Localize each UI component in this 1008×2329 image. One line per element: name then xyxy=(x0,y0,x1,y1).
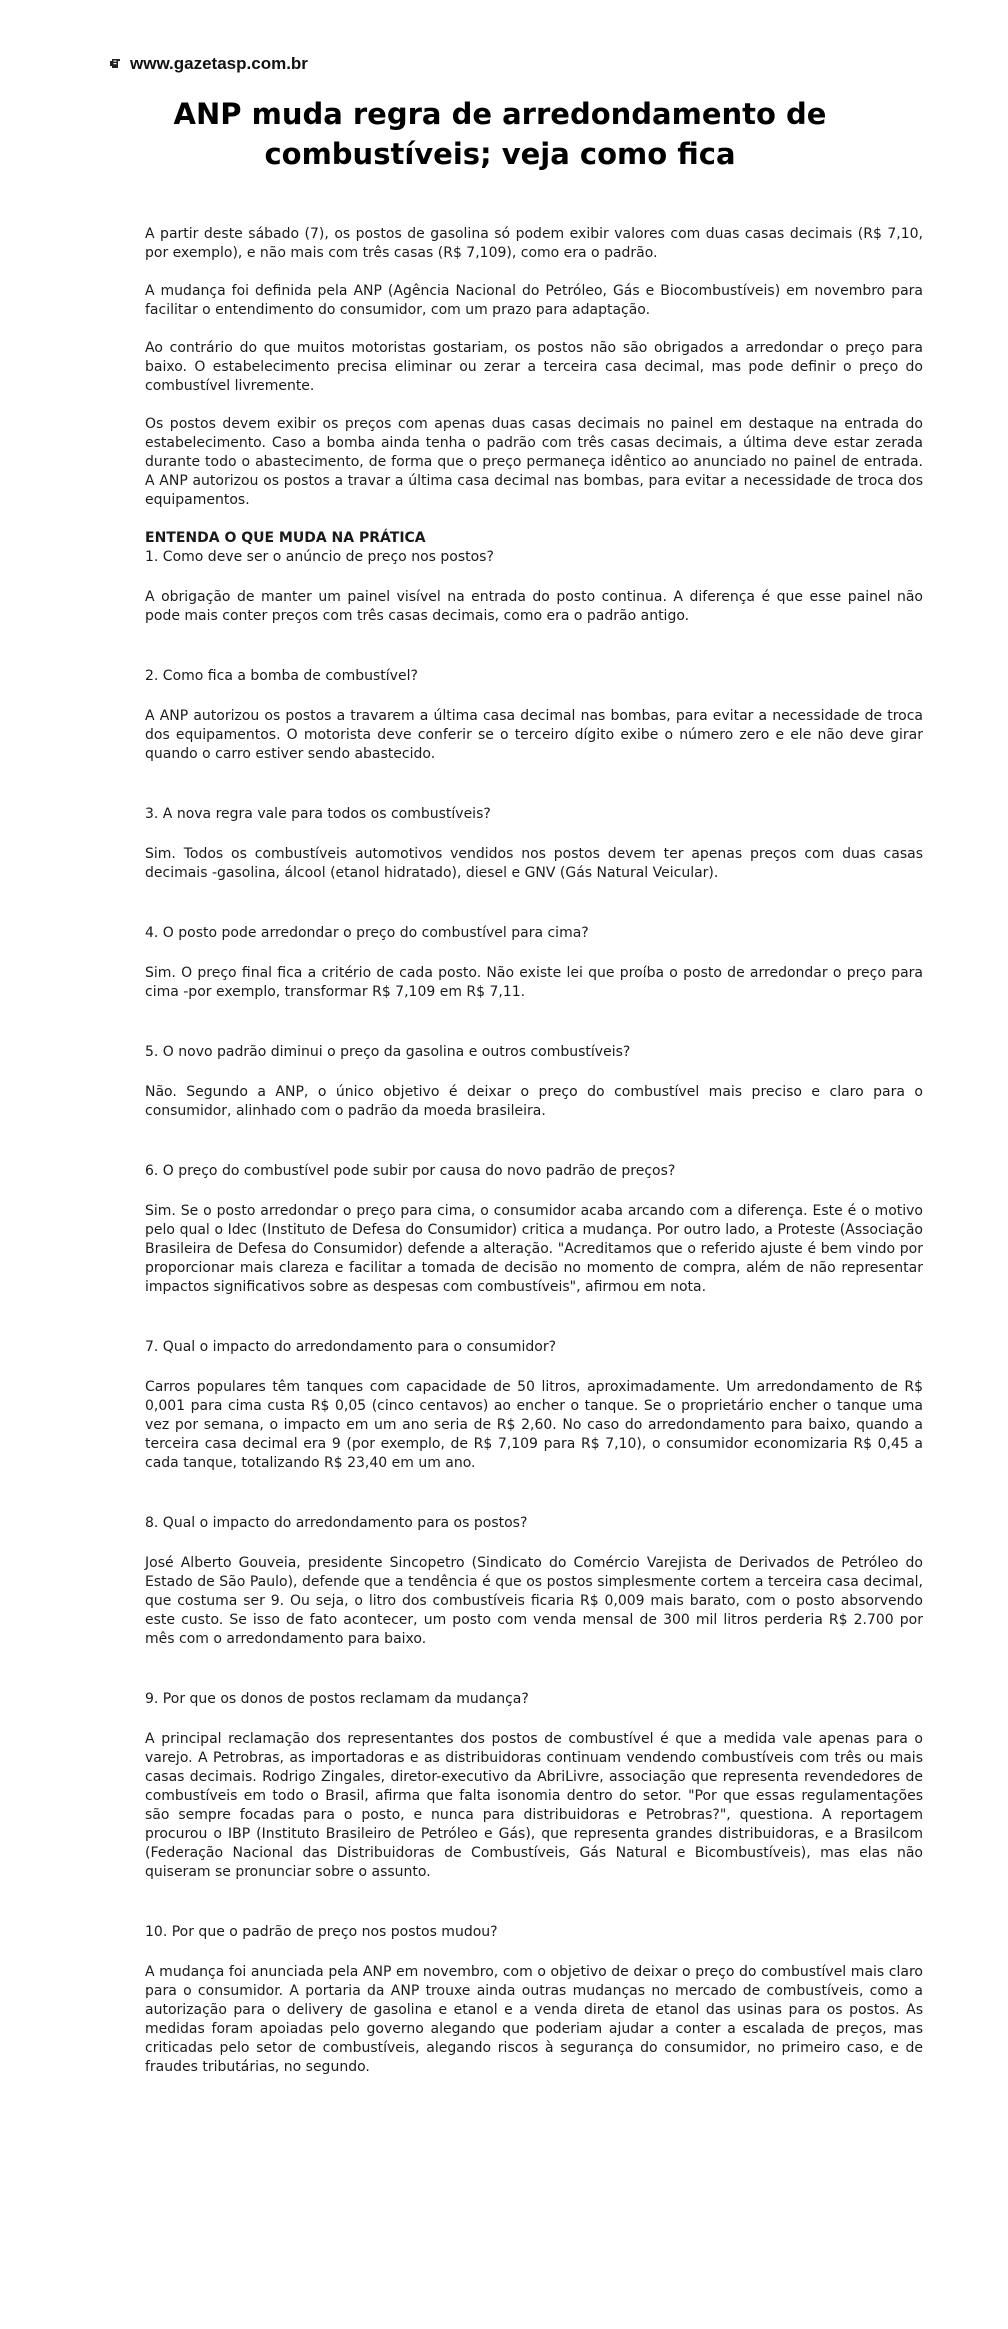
qa-answer: A mudança foi anunciada pela ANP em novembro, com o objetivo de deixar o preço do combustível mais claro para o consumidor. A portaria da ANP trouxe ainda outras mudanças no mercado de combustíveis, como a autorização para o delivery de gasolina e etanol e a venda direta de etanol das usinas para os postos. As medidas foram apoiadas pelo governo alegando que poderiam ajudar a conter a escalada de preços, mas criticadas pelo setor de combustíveis, alegando riscos à segurança do consumidor, no primeiro caso, e de fraudes tributárias, no segundo. xyxy=(145,1964,923,2075)
qa-item xyxy=(145,924,923,1002)
qa-answer: A principal reclamação dos representantes dos postos de combustível é que a medida vale apenas para o varejo. A Petrobras, as importadoras e as distribuidoras continuam vendendo combustíveis com três ou mais casas decimais. Rodrigo Zingales, diretor-executivo da AbriLivre, associação que representa revendedores de combustíveis em todo o Brasil, afirma que falta isonomia dentro do setor. "Por que essas regulamentações são sempre focadas para o posto, e nunca para distribuidoras e Petrobras?", questiona. A reportagem procurou o IBP (Instituto Brasileiro de Petróleo e Gás), que representa grandes distribuidoras, e a Brasilcom (Federação Nacional das Distribuidoras de Combustíveis, Gás Natural e Bicombustíveis), mas elas não quiseram se pronunciar sobre o assunto. xyxy=(145,1731,923,1880)
newspaper-icon xyxy=(110,57,124,71)
qa-question: 3. A nova regra vale para todos os combustíveis? xyxy=(145,806,491,822)
intro-paragraph: A partir deste sábado (7), os postos de gasolina só podem exibir valores com duas casas decimais (R$ 7,10, por exemplo), e não mais com três casas (R$ 7,109), como era o padrão. xyxy=(145,226,923,261)
qa-answer: A obrigação de manter um painel visível na entrada do posto continua. A diferença é que esse painel não pode mais conter preços com três casas decimais, como era o padrão antigo. xyxy=(145,589,923,624)
intro-paragraph: A mudança foi definida pela ANP (Agência Nacional do Petróleo, Gás e Biocombustíveis) em novembro para facilitar o entendimento do consumidor, com um prazo para adaptação. xyxy=(145,283,923,318)
qa-item xyxy=(145,1338,923,1473)
qa-question: 4. O posto pode arredondar o preço do combustível para cima? xyxy=(145,925,589,941)
section-heading: ENTENDA O QUE MUDA NA PRÁTICA xyxy=(145,530,426,546)
qa-question: 5. O novo padrão diminui o preço da gasolina e outros combustíveis? xyxy=(145,1044,631,1060)
qa-question: 8. Qual o impacto do arredondamento para os postos? xyxy=(145,1515,528,1531)
article-body xyxy=(145,225,923,2118)
qa-answer: Sim. Se o posto arredondar o preço para cima, o consumidor acaba arcando com a diferença. Este é o motivo pelo qual o Idec (Instituto de Defesa do Consumidor) critica a mudança. Por outro lado, a Proteste (Associação Brasileira de Defesa do Consumidor) defende a alteração. "Acreditamos que o referido ajuste é bem vindo por proporcionar mais clareza e facilitar a tomada de decisão no momento de compra, além de não representar impactos significativos sobre as despesas com combustíveis", afirmou em nota. xyxy=(145,1203,923,1295)
qa-item xyxy=(145,1043,923,1121)
article-intro xyxy=(145,225,923,510)
qa-question: 2. Como fica a bomba de combustível? xyxy=(145,668,418,684)
qa-question: 7. Qual o impacto do arredondamento para o consumidor? xyxy=(145,1339,557,1355)
qa-question: 1. Como deve ser o anúncio de preço nos postos? xyxy=(145,549,494,565)
qa-item xyxy=(145,1162,923,1297)
qa-answer: Carros populares têm tanques com capacidade de 50 litros, aproximadamente. Um arredondamento de R$ 0,001 para cima custa R$ 0,05 (cinco centavos) ao encher o tanque. Se o proprietário encher o tanque uma vez por semana, o impacto em um ano seria de R$ 2,60. No caso do arredondamento para baixo, quando a terceira casa decimal era 9 (por exemplo, de R$ 7,109 para R$ 7,10), o consumidor economizaria R$ 0,45 a cada tanque, totalizando R$ 23,40 em um ano. xyxy=(145,1379,923,1471)
qa-answer: Não. Segundo a ANP, o único objetivo é deixar o preço do combustível mais preciso e claro para o consumidor, alinhado com o padrão da moeda brasileira. xyxy=(145,1084,923,1119)
site-url[interactable]: www.gazetasp.com.br xyxy=(130,54,308,73)
qa-question: 6. O preço do combustível pode subir por causa do novo padrão de preços? xyxy=(145,1163,676,1179)
qa-question: 10. Por que o padrão de preço nos postos mudou? xyxy=(145,1924,498,1940)
qa-answer: Sim. Todos os combustíveis automotivos vendidos nos postos devem ter apenas preços com duas casas decimais -gasolina, álcool (etanol hidratado), diesel e GNV (Gás Natural Veicular). xyxy=(145,846,923,881)
qa-item xyxy=(145,548,923,626)
intro-paragraph: Ao contrário do que muitos motoristas gostariam, os postos não são obrigados a arredondar o preço para baixo. O estabelecimento precisa eliminar ou zerar a terceira casa decimal, mas pode definir o preço do combustível livremente. xyxy=(145,340,923,394)
qa-answer: Sim. O preço final fica a critério de cada posto. Não existe lei que proíba o posto de arredondar o preço para cima -por exemplo, transformar R$ 7,109 em R$ 7,11. xyxy=(145,965,923,1000)
qa-item xyxy=(145,805,923,883)
intro-paragraph: Os postos devem exibir os preços com apenas duas casas decimais no painel em destaque na entrada do estabelecimento. Caso a bomba ainda tenha o padrão com três casas decimais, a última deve estar zerada durante todo o abastecimento, de forma que o preço permaneça idêntico ao anunciado no painel de entrada. A ANP autorizou os postos a travar a última casa decimal nas bombas, para evitar a necessidade de troca dos equipamentos. xyxy=(145,416,923,508)
qa-answer: José Alberto Gouveia, presidente Sincopetro (Sindicato do Comércio Varejista de Derivados de Petróleo do Estado de São Paulo), defende que a tendência é que os postos simplesmente cortem a terceira casa decimal, que costuma ser 9. Ou seja, o litro dos combustíveis ficaria R$ 0,009 mais barato, com o posto absorvendo este custo. Se isso de fato acontecer, um posto com venda mensal de 300 mil litros perderia R$ 2.700 por mês com o arredondamento para baixo. xyxy=(145,1555,923,1647)
qa-item xyxy=(145,1690,923,1882)
qa-item xyxy=(145,667,923,764)
article-title: ANP muda regra de arredondamento de combustíveis; veja como fica xyxy=(173,97,827,171)
qa-item xyxy=(145,1923,923,2077)
qa-item xyxy=(145,1514,923,1649)
qa-answer: A ANP autorizou os postos a travarem a última casa decimal nas bombas, para evitar a necessidade de troca dos equipamentos. O motorista deve conferir se o terceiro dígito exibe o número zero e ele não deve girar quando o carro estiver sendo abastecido. xyxy=(145,708,923,762)
qa-question: 9. Por que os donos de postos reclamam da mudança? xyxy=(145,1691,529,1707)
site-header xyxy=(110,54,308,74)
